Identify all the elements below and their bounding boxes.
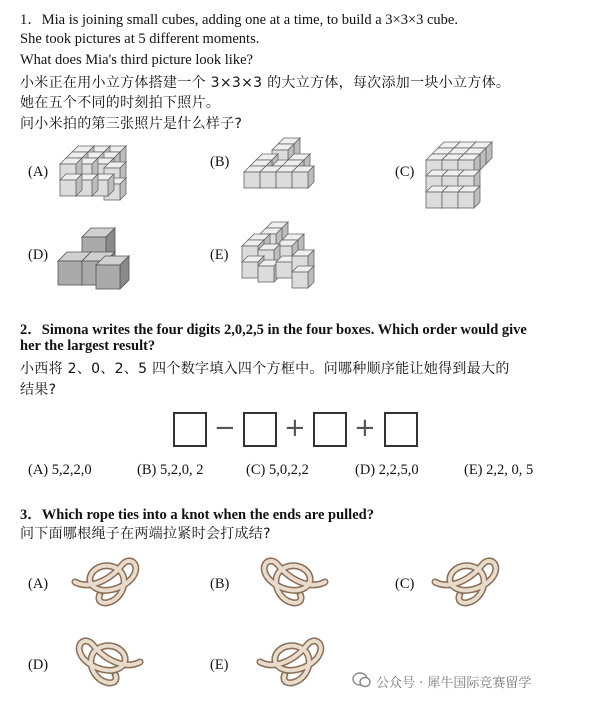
- q1-line3: What does Mia's third picture look like?: [20, 52, 253, 68]
- q1-line1: 1．Mia is joining small cubes, adding one at a time, to build a 3×3×3 cube.: [20, 12, 458, 28]
- q1-zh1: 小米正在用小立方体搭建一个 3×3×3 的大立方体，每次添加一块小立方体。: [20, 75, 511, 91]
- q2-zh2: 结果?: [20, 382, 57, 398]
- digit-box-1: [173, 412, 207, 447]
- q2-choice-e: (E) 2,2, 0, 5: [464, 462, 534, 478]
- q3-option-c-rope: [430, 560, 505, 615]
- q1-option-e-label: (E): [210, 247, 229, 263]
- q3-option-d-rope: [70, 640, 145, 695]
- q1-option-c-image: [424, 138, 504, 208]
- q3-option-b-rope: [255, 560, 330, 615]
- q1-line2: She took pictures at 5 different moments.: [20, 31, 260, 47]
- q1-option-c-label: (C): [395, 164, 415, 180]
- q3-zh1: 问下面哪根绳子在两端拉紧时会打成结?: [20, 526, 271, 542]
- q1-option-a-image: [58, 138, 138, 208]
- q3-option-b-label: (B): [210, 576, 230, 592]
- watermark-text: 公众号 · 犀牛国际竞赛留学: [376, 676, 532, 691]
- q1-option-b-image: [238, 136, 318, 196]
- q1-zh3: 问小米拍的第三张照片是什么样子?: [20, 116, 243, 132]
- q3-option-d-label: (D): [28, 657, 49, 673]
- q2-line1: 2．Simona writes the four digits 2,0,2,5 in the four boxes. Which order would give: [20, 322, 527, 338]
- q3-option-e-rope: [255, 640, 330, 695]
- digit-box-3: [313, 412, 347, 447]
- q2-choice-b: (B) 5,2,0, 2: [137, 462, 204, 478]
- q3-option-e-label: (E): [210, 657, 229, 673]
- q3-option-a-rope: [70, 560, 145, 615]
- plus-sign-2: +: [354, 413, 376, 443]
- wechat-icon: [352, 671, 372, 689]
- q1-option-d-image: [58, 226, 138, 291]
- q1-option-a-label: (A): [28, 164, 49, 180]
- q2-zh1: 小西将 2、0、2、5 四个数字填入四个方框中。问哪种顺序能让她得到最大的: [20, 361, 510, 377]
- q2-line2: her the largest result?: [20, 338, 156, 354]
- digit-box-4: [384, 412, 418, 447]
- q3-option-c-label: (C): [395, 576, 415, 592]
- q2-choice-d: (D) 2,2,5,0: [355, 462, 419, 478]
- q2-choice-c: (C) 5,0,2,2: [246, 462, 309, 478]
- q1-option-b-label: (B): [210, 154, 230, 170]
- plus-sign-1: +: [284, 413, 306, 443]
- minus-sign: −: [214, 413, 236, 443]
- q3-option-a-label: (A): [28, 576, 49, 592]
- q1-option-e-image: [240, 220, 320, 290]
- q1-zh2: 她在五个不同的时刻拍下照片。: [20, 95, 221, 111]
- digit-box-2: [243, 412, 277, 447]
- q3-line1: 3．Which rope ties into a knot when the ends are pulled?: [20, 507, 374, 523]
- q1-option-d-label: (D): [28, 247, 49, 263]
- q2-choice-a: (A) 5,2,2,0: [28, 462, 92, 478]
